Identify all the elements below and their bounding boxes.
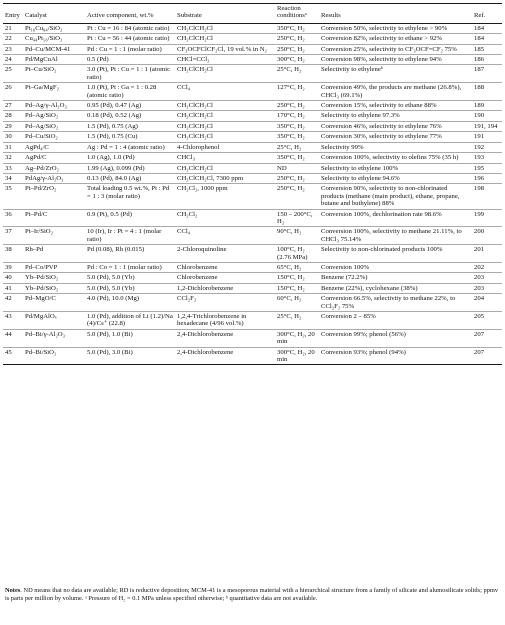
table-row [3,294,502,312]
cell-catalyst: Pd–Cu/MCM-41 [23,44,85,54]
cell-conditions: 25°C, H₂ [275,142,319,152]
cell-catalyst: Yb–Pd/SiO₂ [23,273,85,283]
cell-substrate: CH₂ClCH₂Cl [175,34,275,44]
cell-catalyst: Pd–Co/PVP [23,262,85,272]
table-row [3,227,502,245]
cell-entry: 29 [3,121,23,131]
cell-conditions: 170°C, H₂ [275,111,319,121]
cell-substrate: CH₂Cl₂ [175,209,275,227]
cell-active-component: 1.5 (Pd), 0.75 (Cu) [85,132,175,142]
cell-entry: 30 [3,132,23,142]
cell-ref: 195 [472,163,502,173]
table-row [3,312,502,330]
cell-results: Conversion 2 – 85% [319,312,472,330]
cell-ref: 193 [472,153,502,163]
cell-ref: 191 [472,132,502,142]
cell-conditions: 100°C, H₂ (2.76 MPa) [275,245,319,263]
header-entry: Entry [3,4,23,24]
table-row [3,283,502,293]
cell-catalyst: Cu₄₄Pt₅₆/SiO₂ [23,34,85,44]
table-notes [5,587,500,602]
cell-results: Conversion 15%, selectivity to ethane 88% [319,101,472,111]
cell-conditions: 150°C, H₂ [275,283,319,293]
table-row [3,121,502,131]
cell-substrate: CCl₂F₂ [175,294,275,312]
header-catalyst: Catalyst [23,4,85,24]
table-row [3,273,502,283]
cell-results: Conversion 46%, selectivity to ethylene 76% [319,121,472,131]
cell-substrate: Chlorobenzene [175,273,275,283]
cell-substrate: 2-Chloroquinoline [175,245,275,263]
cell-entry: 38 [3,245,23,263]
cell-results: Conversion 100%, dechlorination rate 98.6% [319,209,472,227]
cell-ref: 198 [472,184,502,209]
cell-substrate: CH₂ClCH₂Cl, 7300 ppm [175,173,275,183]
table-row [3,173,502,183]
cell-conditions: 90°C, H₂ [275,227,319,245]
cell-entry: 40 [3,273,23,283]
header-active-component: Active component, wt.% [85,4,175,24]
cell-entry: 24 [3,55,23,65]
cell-active-component: 0.13 (Pd), 84.0 (Ag) [85,173,175,183]
table-row [3,347,502,365]
header-results: Results [319,4,472,24]
cell-conditions: ND [275,163,319,173]
cell-entry: 34 [3,173,23,183]
table-row [3,163,502,173]
cell-entry: 25 [3,65,23,83]
cell-substrate: CH₂Cl₂, 1000 ppm [175,184,275,209]
table-row [3,83,502,101]
cell-results: Conversion 99%; phenol (56%) [319,329,472,347]
cell-active-component: 0.5 (Pd) [85,55,175,65]
table-row [3,209,502,227]
cell-substrate: CH₂ClCH₂Cl [175,121,275,131]
catalyst-table [3,3,502,365]
cell-conditions: 150°C, H₂ [275,273,319,283]
cell-entry: 44 [3,329,23,347]
table-row [3,245,502,263]
cell-active-component: Ag : Pd = 1 : 4 (atomic ratio) [85,142,175,152]
cell-results: Conversion 49%, the products are methane (26.8%), CHCl₃ (69.1%) [319,83,472,101]
table-row [3,262,502,272]
cell-results: Conversion 98%, selectivity to ethylene 94% [319,55,472,65]
cell-results: Benzene (22%), cyclohexane (38%) [319,283,472,293]
cell-entry: 39 [3,262,23,272]
cell-active-component: 0.95 (Pd), 0.47 (Ag) [85,101,175,111]
cell-conditions: 150 – 200°C, H₂ [275,209,319,227]
cell-catalyst: Pd–Ag/SiO₂ [23,121,85,131]
cell-conditions: 25°C, H₂ [275,65,319,83]
cell-entry: 41 [3,283,23,293]
cell-active-component: Pt : Cu = 56 : 44 (atomic ratio) [85,34,175,44]
cell-results: Conversion 82%, selectivity to ethane > 92% [319,34,472,44]
table-body [3,23,502,365]
cell-catalyst: Pd–Bi/SiO₂ [23,347,85,365]
cell-ref: 199 [472,209,502,227]
table-row [3,142,502,152]
cell-entry: 36 [3,209,23,227]
cell-results: Conversion 100%, selectivity to methane 21.11%, to CHCl₃ 75.14% [319,227,472,245]
cell-catalyst: Pd–Cu/SiO₂ [23,132,85,142]
cell-substrate: 4-Chlorophenol [175,142,275,152]
cell-entry: 22 [3,34,23,44]
cell-ref: 207 [472,347,502,365]
cell-conditions: 300°C, H₂ [275,55,319,65]
cell-active-component: 4.0 (Pd), 10.0 (Mg) [85,294,175,312]
cell-ref: 205 [472,312,502,330]
cell-ref: 186 [472,55,502,65]
cell-substrate: CH₂ClCH₂Cl [175,101,275,111]
cell-active-component: 5.0 (Pd), 1.0 (Bi) [85,329,175,347]
cell-ref: 202 [472,262,502,272]
cell-ref: 203 [472,273,502,283]
cell-entry: 23 [3,44,23,54]
cell-ref: 184 [472,23,502,33]
cell-results: Benzene (72.2%) [319,273,472,283]
notes-text: . ND means that no data are available; RD is reductive deposition; MCM-41 is a mesoporous material with a hierarchical structure from a family of silicate and alumosilicate solids; ppmv is parts per million by volume. ᵃ Pressure of H₂ = 0.1 MPa unless specified otherwise; ᵇ quantitative data are not available. [5,587,499,602]
cell-results: Conversion 66.5%, selectivity to methane 22%, to CCl₂F₂ 75% [319,294,472,312]
cell-conditions: 25°C, H₂ [275,312,319,330]
table-row [3,55,502,65]
cell-substrate: CH₂ClCH₂Cl [175,163,275,173]
cell-ref: 196 [472,173,502,183]
cell-catalyst: Pd–Bi/γ-Al₂O₃ [23,329,85,347]
cell-substrate: Chlorobenzene [175,262,275,272]
cell-substrate: 2,4-Dichlorobenzene [175,347,275,365]
cell-entry: 32 [3,153,23,163]
cell-entry: 43 [3,312,23,330]
cell-active-component: 1.0 (Pd), addition of Li (1.2)/Na (4)/Cs⁺ (22.8) [85,312,175,330]
cell-conditions: 350°C, H₂ [275,121,319,131]
cell-ref: 200 [472,227,502,245]
notes-label: Notes [5,587,21,594]
cell-entry: 35 [3,184,23,209]
cell-active-component: 0.9 (Pt), 0.5 (Pd) [85,209,175,227]
cell-catalyst: Pd–Ag/γ-Al₂O₃ [23,101,85,111]
table-row [3,34,502,44]
cell-catalyst: Rh–Pd [23,245,85,263]
table-row [3,111,502,121]
cell-substrate: CH₂ClCH₂Cl [175,23,275,33]
cell-substrate: CH₂ClCH₂Cl [175,132,275,142]
cell-results: Selectivity to non-chlorinated products 100% [319,245,472,263]
header-substrate: Substrate [175,4,275,24]
cell-substrate: CHCl=CCl₂ [175,55,275,65]
cell-active-component: Pd : Cu = 1 : 1 (molar ratio) [85,44,175,54]
cell-ref: 204 [472,294,502,312]
cell-ref: 191, 194 [472,121,502,131]
cell-active-component: 5.0 (Pd), 5.0 (Yb) [85,283,175,293]
cell-active-component: 1.99 (Ag), 0.099 (Pd) [85,163,175,173]
cell-entry: 21 [3,23,23,33]
cell-conditions: 300°C, H₂, 20 min [275,347,319,365]
cell-results: Conversion 90%, selectivity to non-chlorinated products (methane (main product), ethane, propane, butane and buthylene) 88% [319,184,472,209]
cell-ref: 187 [472,65,502,83]
cell-active-component: 5.0 (Pd), 5.0 (Yb) [85,273,175,283]
cell-active-component: Pd : Co = 1 : 1 (molar ratio) [85,262,175,272]
cell-catalyst: Pd–Ag/SiO₂ [23,111,85,121]
cell-ref: 207 [472,329,502,347]
cell-substrate: 1,2-Dichlorobenzene [175,283,275,293]
cell-substrate: CF₃OCFClCF₂Cl, 19 vol.% in N₂ [175,44,275,54]
cell-active-component: 1.0 (Ag), 1.0 (Pd) [85,153,175,163]
cell-catalyst: Pt₁₆Cu₈₄/SiO₂ [23,23,85,33]
cell-catalyst: Pt–Ir/SiO₂ [23,227,85,245]
table-row [3,329,502,347]
table-header-row [3,4,502,24]
header-reaction-conditions: Reaction conditionsᵃ [275,4,319,24]
cell-entry: 45 [3,347,23,365]
cell-results: Selectivity to ethylene 94.6% [319,173,472,183]
cell-results: Conversion 50%, selectivity to ethylene > 90% [319,23,472,33]
cell-conditions: 60°C, H₂ [275,294,319,312]
cell-entry: 26 [3,83,23,101]
cell-entry: 42 [3,294,23,312]
cell-conditions: 250°C, H₂ [275,184,319,209]
cell-ref: 184 [472,34,502,44]
cell-ref: 201 [472,245,502,263]
cell-substrate: 1,2,4-Trichlorobenzene in hexadecane (4/96 vol.%) [175,312,275,330]
cell-catalyst: Pt–Ga/MgF₂ [23,83,85,101]
cell-conditions: 250°C, H₂ [275,44,319,54]
cell-catalyst: Pd/MgCuAl [23,55,85,65]
cell-active-component: 10 (Ir), Ir : Pt = 4 : 1 (molar ratio) [85,227,175,245]
table-row [3,23,502,33]
cell-active-component: 1.5 (Pd), 0.75 (Ag) [85,121,175,131]
cell-conditions: 127°C, H₂ [275,83,319,101]
cell-results: Conversion 100%, selectivity to olefins 75% (35 h) [319,153,472,163]
cell-ref: 188 [472,83,502,101]
cell-conditions: 350°C, H₂ [275,153,319,163]
cell-conditions: 65°C, H₂ [275,262,319,272]
cell-conditions: 300°C, H₂, 20 min [275,329,319,347]
cell-active-component: 3.0 (Pt), Pt : Cu = 1 : 1 (atomic ratio) [85,65,175,83]
cell-active-component: Pd (0.08), Rh (0.015) [85,245,175,263]
cell-entry: 28 [3,111,23,121]
cell-active-component: 5.0 (Pd), 3.0 (Bi) [85,347,175,365]
cell-results: Selectivity to ethylene 100% [319,163,472,173]
cell-substrate: CH₂ClCH₂Cl [175,111,275,121]
cell-ref: 192 [472,142,502,152]
cell-active-component: Pt : Cu = 16 : 84 (atomic ratio) [85,23,175,33]
cell-active-component: Total loading 0.5 wt.%, Pt : Pd = 1 : 3 (molar ratio) [85,184,175,209]
cell-catalyst: AgPd/C [23,153,85,163]
cell-catalyst: Pt–Cu/SiO₂ [23,65,85,83]
cell-ref: 185 [472,44,502,54]
cell-conditions: 250°C, H₂ [275,34,319,44]
cell-results: Conversion 30%, selectivity to ethylene 77% [319,132,472,142]
cell-substrate: CCl₄ [175,83,275,101]
cell-entry: 27 [3,101,23,111]
cell-entry: 33 [3,163,23,173]
cell-results: Conversion 25%, selectivity to CF₃OCF=CF₂ 75% [319,44,472,54]
cell-catalyst: AgPd₄/C [23,142,85,152]
cell-ref: 190 [472,111,502,121]
cell-conditions: 250°C, H₂ [275,101,319,111]
cell-active-component: 1.0 (Pt), Pt : Ga = 1 : 0.28 (atomic ratio) [85,83,175,101]
cell-catalyst: Yb–Pd/SiO₂ [23,283,85,293]
table-row [3,184,502,209]
cell-conditions: 350°C, H₂ [275,132,319,142]
table-row [3,153,502,163]
cell-entry: 37 [3,227,23,245]
cell-catalyst: Pt–Pd/ZrO₂ [23,184,85,209]
table-row [3,44,502,54]
cell-ref: 203 [472,283,502,293]
cell-substrate: 2,4-Dichlorobenzene [175,329,275,347]
table-row [3,101,502,111]
cell-substrate: CCl₄ [175,227,275,245]
cell-results: Conversion 93%; phenol (94%) [319,347,472,365]
cell-results: Selectivity 99% [319,142,472,152]
table-row [3,132,502,142]
cell-conditions: 250°C, H₂ [275,173,319,183]
cell-entry: 31 [3,142,23,152]
cell-catalyst: Pd–MgO/C [23,294,85,312]
cell-substrate: CHCl₃ [175,153,275,163]
table-row [3,65,502,83]
cell-results: Conversion 100% [319,262,472,272]
cell-catalyst: Ag–Pd/ZrO₂ [23,163,85,173]
cell-conditions: 350°C, H₂ [275,23,319,33]
cell-active-component: 0.18 (Pd), 0.52 (Ag) [85,111,175,121]
cell-catalyst: PdAg/γ-Al₂O₃ [23,173,85,183]
cell-catalyst: Pt–Pd/C [23,209,85,227]
cell-results: Selectivity to ethyleneᵇ [319,65,472,83]
cell-ref: 189 [472,101,502,111]
cell-results: Selectivity to ethylene 97.3% [319,111,472,121]
header-ref: Ref. [472,4,502,24]
cell-catalyst: Pd/MgAlOₓ [23,312,85,330]
cell-substrate: CH₂ClCH₂Cl [175,65,275,83]
